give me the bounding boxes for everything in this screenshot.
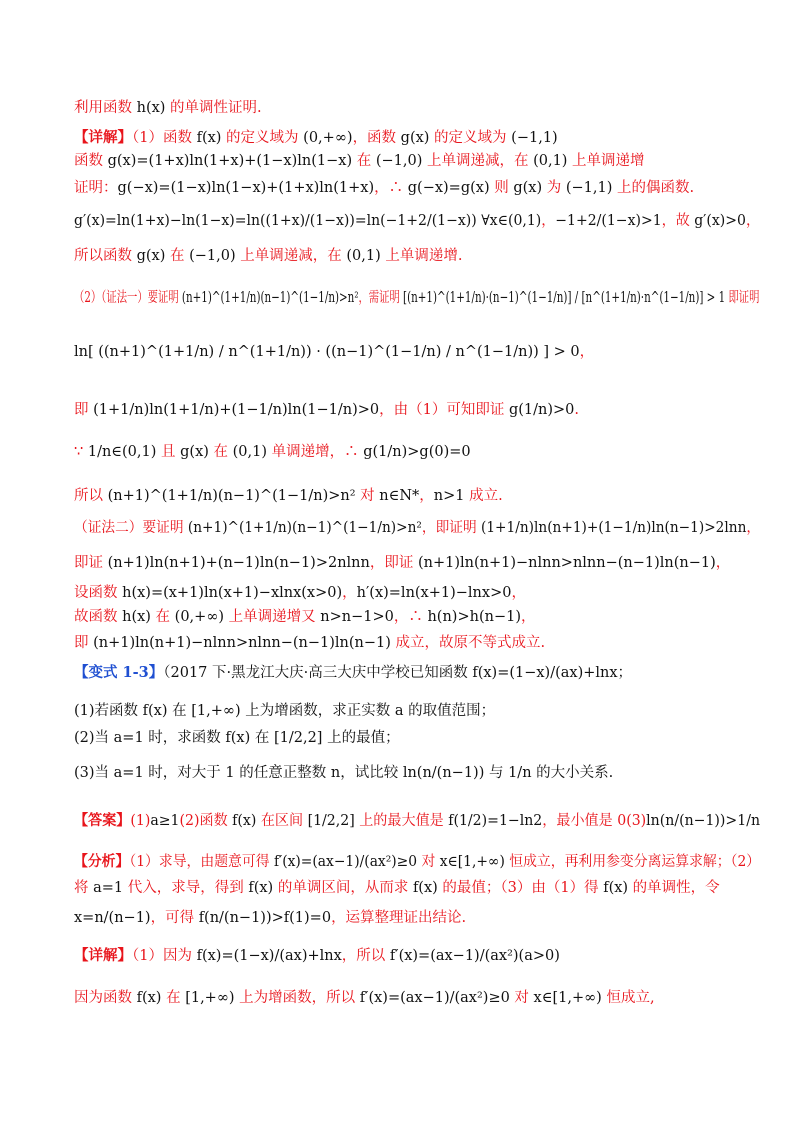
math-expression: (0,+∞) bbox=[174, 609, 225, 625]
math-expression: g(x) bbox=[513, 180, 543, 196]
math-expression: n>1 bbox=[433, 488, 465, 504]
text-segment: ，运算整理证出结论. bbox=[331, 910, 467, 926]
math-expression: (n+1)ln(n+1)−nlnn>nlnn−(n−1)ln(n−1) bbox=[93, 635, 391, 651]
math-expression: f(x) bbox=[136, 990, 162, 1006]
math-expression: g′(x)=ln(1+x)−ln(1−x)=ln((1+x)/(1−x))=ln(−1+2/(1−x)) ∀x∈(0,1) bbox=[74, 213, 542, 229]
text-segment: (1)若函数 bbox=[74, 703, 143, 719]
section-tag: 【详解】 bbox=[74, 129, 132, 146]
text-segment: 的定义域为 bbox=[429, 130, 512, 146]
math-expression: n∈N* bbox=[379, 488, 420, 504]
text-segment: ，故 bbox=[661, 213, 695, 229]
text-segment: 上单调递增又 bbox=[224, 609, 321, 625]
math-expression: [1/2,2] bbox=[273, 730, 323, 746]
text-segment: ，即证 bbox=[369, 555, 418, 571]
math-expression: n>n−1>0 bbox=[320, 609, 394, 625]
text-segment: ，试比较 bbox=[340, 765, 403, 781]
section-tag: 【详解】 bbox=[74, 947, 132, 964]
text-segment: ， bbox=[520, 609, 536, 625]
text-segment: 的单调区间，从而求 bbox=[273, 880, 413, 896]
math-expression: (0,1) bbox=[232, 444, 267, 460]
text-segment: 对 bbox=[509, 990, 534, 1006]
text-segment: 上为增函数，所以 bbox=[234, 990, 360, 1006]
math-expression: f′(x)=(ax−1)/(ax²)(a>0) bbox=[389, 948, 560, 964]
intro-line bbox=[74, 97, 760, 119]
math-expression: h(n)>h(n−1) bbox=[427, 609, 521, 625]
text-segment: 上为增函数，求正实数 bbox=[240, 703, 395, 719]
detail-2-line-2 bbox=[74, 987, 760, 1009]
text-segment: 利用函数 bbox=[74, 100, 137, 116]
section-tag: 【答案】 bbox=[74, 812, 131, 829]
text-segment: ∵ bbox=[74, 444, 88, 460]
text-segment: ， bbox=[511, 585, 526, 601]
text-segment: 的大小关系. bbox=[531, 765, 614, 781]
detail-1-line bbox=[74, 127, 760, 149]
text-segment: 的单调性证明. bbox=[165, 100, 262, 116]
math-expression: −1+2/(1−x)>1 bbox=[555, 213, 662, 229]
math-expression: f(x) bbox=[142, 703, 168, 719]
text-segment: ，∴ bbox=[374, 180, 408, 196]
text-segment: 成立. bbox=[464, 488, 503, 504]
answer-line bbox=[74, 810, 761, 832]
text-segment: (1) bbox=[130, 813, 151, 829]
text-segment: ，∴ bbox=[393, 609, 428, 625]
proof-method-2-conclusion-line bbox=[74, 632, 760, 654]
text-segment: ， bbox=[342, 585, 357, 601]
text-segment: 恒成立, bbox=[601, 990, 655, 1006]
text-segment: 的取值范围； bbox=[403, 703, 496, 719]
text-segment: 恒成立，再利用参变分离运算求解；（2） bbox=[504, 854, 761, 870]
math-expression: f(1/2)=1−ln2 bbox=[448, 813, 543, 829]
text-segment: 上的最大值是 bbox=[354, 813, 449, 829]
math-expression: f(x)=(1−x)/(ax)+lnx bbox=[472, 665, 618, 681]
math-expression: [1,+∞) bbox=[185, 990, 235, 1006]
text-segment: 上单调递增 bbox=[567, 153, 645, 169]
text-segment: (2)当 bbox=[74, 730, 114, 746]
math-expression: g(1/n)>0 bbox=[508, 402, 575, 418]
detail-2-line-1 bbox=[74, 945, 760, 967]
text-segment: 即证 bbox=[74, 555, 108, 571]
question-1-line bbox=[74, 700, 760, 722]
math-expression: f′(x)=(ax−1)/(ax²)≥0 bbox=[273, 854, 418, 870]
text-segment: （证法二）要证明 bbox=[74, 520, 188, 536]
math-expression: (−1,0) bbox=[189, 248, 236, 264]
text-segment: ； bbox=[617, 665, 633, 681]
math-expression: (n+1)ln(n+1)+(n−1)ln(n−1)>2nlnn bbox=[107, 555, 370, 571]
math-expression: h(x) bbox=[136, 100, 166, 116]
text-segment: ，可得 bbox=[150, 910, 199, 926]
text-segment: ， bbox=[579, 344, 595, 360]
text-segment: (3)当 bbox=[74, 765, 114, 781]
text-segment: 单调递增，∴ bbox=[267, 444, 364, 460]
math-expression: (−1,1) bbox=[565, 180, 613, 196]
math-expression: g′(x)>0 bbox=[694, 213, 746, 229]
text-segment: ， bbox=[745, 213, 760, 229]
text-segment: 对 bbox=[355, 488, 380, 504]
derivative-line bbox=[74, 210, 760, 232]
proof-2-log-line bbox=[74, 341, 760, 363]
proof-method-2-equiv-line bbox=[74, 552, 760, 574]
math-expression: f(x) bbox=[412, 880, 438, 896]
math-expression: (1+1/n)ln(n+1)+(1−1/n)ln(n−1)>2lnn bbox=[481, 520, 747, 536]
math-expression: (n+1)ln(n+1)−nlnn>nlnn−(n−1)ln(n−1) bbox=[417, 555, 716, 571]
math-expression: g(x) bbox=[136, 248, 166, 264]
text-segment: 上的偶函数. bbox=[612, 180, 695, 196]
math-expression: g(x)=(1+x)ln(1+x)+(1−x)ln(1−x) bbox=[107, 153, 353, 169]
text-segment: （2017 下·黑龙江大庆·高三大庆中学校已知函数 bbox=[163, 665, 473, 681]
math-expression: (n+1)^(1+1/n)(n−1)^(1−1/n)>n² bbox=[107, 488, 356, 504]
text-segment: 所以 bbox=[74, 488, 108, 504]
text-segment: （1）因为 bbox=[132, 948, 197, 964]
text-segment: 故函数 bbox=[74, 609, 123, 625]
math-expression: f(n/(n−1))>f(1)=0 bbox=[198, 910, 332, 926]
math-expression: (−1,1) bbox=[511, 130, 558, 146]
math-expression: ln[ ((n+1)^(1+1/n) / n^(1+1/n)) · ((n−1)^(1−1/n) / n^(1−1/n)) ] > 0 bbox=[74, 344, 580, 360]
text-segment: 且 bbox=[156, 444, 181, 460]
text-segment: 上单调递增. bbox=[380, 248, 463, 264]
math-expression: ln(n/(n−1)) bbox=[402, 765, 485, 781]
text-segment: 即 bbox=[74, 402, 94, 418]
text-segment: 的最值；（3）由（1）得 bbox=[437, 880, 604, 896]
analysis-line-3 bbox=[74, 907, 760, 929]
math-expression: [1,+∞) bbox=[191, 703, 241, 719]
text-segment: 在 bbox=[165, 248, 190, 264]
analysis-line-2 bbox=[74, 877, 760, 899]
math-expression: f′(x)=(ax−1)/(ax²)≥0 bbox=[359, 990, 510, 1006]
text-segment: 为 bbox=[542, 180, 566, 196]
proof-2-reduce-line bbox=[74, 399, 760, 421]
proof-2-because-line bbox=[74, 441, 760, 463]
math-expression: g(−x)=(1−x)ln(1−x)+(1+x)ln(1+x) bbox=[117, 180, 375, 196]
math-expression: n bbox=[330, 765, 341, 781]
text-segment: 在 bbox=[167, 703, 192, 719]
text-segment: 在 bbox=[161, 990, 186, 1006]
math-expression: f(x) bbox=[225, 730, 251, 746]
math-expression: h(x) bbox=[122, 609, 151, 625]
proof-method-2-line bbox=[74, 517, 761, 539]
text-segment: 在 bbox=[250, 730, 274, 746]
text-segment: ， bbox=[715, 555, 731, 571]
math-expression: (0,+∞) bbox=[303, 130, 353, 146]
math-expression: 1/n bbox=[508, 765, 532, 781]
text-segment: 上单调递减，在 bbox=[235, 248, 347, 264]
math-expression: (−1,0) bbox=[375, 153, 423, 169]
text-segment: 证明： bbox=[74, 180, 118, 196]
monotonic-claim-line bbox=[74, 150, 760, 172]
analysis-line-1 bbox=[74, 851, 761, 873]
text-segment: 所以函数 bbox=[74, 248, 137, 264]
text-segment: 即 bbox=[74, 635, 94, 651]
text-segment: 上单调递减，在 bbox=[422, 153, 534, 169]
text-segment: 与 bbox=[484, 765, 509, 781]
text-segment: （2）（证法一）要证明 bbox=[74, 290, 182, 306]
question-2-line bbox=[74, 727, 760, 749]
math-expression: (0,1) bbox=[533, 153, 568, 169]
math-expression: a=1 bbox=[113, 765, 144, 781]
text-segment: 函数 bbox=[74, 153, 108, 169]
math-expression: f(x)=(1−x)/(ax)+lnx bbox=[196, 948, 342, 964]
text-segment: 在 bbox=[352, 153, 376, 169]
math-expression: a=1 bbox=[93, 880, 124, 896]
text-segment: ，所以 bbox=[341, 948, 390, 964]
math-expression: g(x) bbox=[400, 130, 430, 146]
text-segment: 的单调性，令 bbox=[628, 880, 720, 896]
math-expression: h(x)=(x+1)ln(x+1)−xlnx(x>0) bbox=[122, 585, 343, 601]
math-expression: 1/n∈(0,1) bbox=[87, 444, 157, 460]
text-segment: . bbox=[574, 402, 580, 418]
text-segment: 因为函数 bbox=[74, 990, 137, 1006]
text-segment: ， bbox=[746, 520, 761, 536]
proof-method-2-monotone-line bbox=[74, 606, 760, 628]
text-segment: (2)函数 bbox=[179, 813, 233, 829]
section-tag: 【变式 1-3】 bbox=[74, 664, 164, 681]
math-expression: [1/2,2] bbox=[307, 813, 355, 829]
text-segment: ，需证明 bbox=[358, 290, 404, 306]
math-expression: f(x) bbox=[248, 880, 274, 896]
math-expression: [(n+1)^(1+1/n)·(n−1)^(1−1/n)] / [n^(1+1/n)·n^(1−1/n)] > 1 bbox=[403, 290, 726, 306]
text-segment: ，函数 bbox=[352, 130, 401, 146]
text-segment: 代入，求导，得到 bbox=[123, 880, 249, 896]
text-segment: 时，求函数 bbox=[143, 730, 226, 746]
text-segment: 上的最值； bbox=[322, 730, 400, 746]
math-expression: x∈[1,+∞) bbox=[533, 990, 602, 1006]
text-segment: 在 bbox=[208, 444, 233, 460]
text-segment: 设函数 bbox=[74, 585, 123, 601]
proof-2-conclusion-line bbox=[74, 485, 760, 507]
text-segment: 的定义域为 bbox=[221, 130, 304, 146]
math-expression: a bbox=[394, 703, 404, 719]
math-expression: (n+1)^(1+1/n)(n−1)^(1−1/n)>n² bbox=[187, 520, 422, 536]
math-expression: (0,1) bbox=[346, 248, 381, 264]
proof-2-goal-line bbox=[74, 287, 760, 309]
even-function-line bbox=[74, 177, 760, 199]
math-expression: f(x) bbox=[196, 130, 222, 146]
section-tag: 【分析】 bbox=[74, 853, 130, 870]
text-segment: 将 bbox=[74, 880, 94, 896]
text-segment: ， bbox=[541, 213, 556, 229]
proof-method-2-h-def-line bbox=[74, 582, 760, 604]
math-expression: f(x) bbox=[232, 813, 257, 829]
text-segment: ，即证明 bbox=[421, 520, 482, 536]
text-segment: （1）求导，由题意可得 bbox=[129, 854, 274, 870]
math-expression: g(−x)=g(x) bbox=[407, 180, 490, 196]
question-3-line bbox=[74, 762, 760, 784]
text-segment: ，由（1）可知即证 bbox=[379, 402, 509, 418]
math-expression: ln(n/(n−1))>1/n bbox=[646, 813, 761, 829]
math-expression: g(1/n)>g(0)=0 bbox=[363, 444, 471, 460]
math-expression: h′(x)=ln(x+1)−lnx>0 bbox=[356, 585, 512, 601]
text-segment: ，最小值是 0(3) bbox=[542, 813, 647, 829]
math-expression: f(x) bbox=[603, 880, 629, 896]
text-segment: 时，对大于 1 的任意正整数 bbox=[143, 765, 331, 781]
text-segment: 即证明 bbox=[725, 290, 760, 306]
text-segment: 在区间 bbox=[256, 813, 308, 829]
variant-1-3-title-line bbox=[74, 662, 760, 684]
text-segment: ， bbox=[419, 488, 434, 504]
math-expression: a=1 bbox=[113, 730, 144, 746]
conclusion-1-line bbox=[74, 245, 760, 267]
text-segment: 在 bbox=[150, 609, 175, 625]
math-expression: x∈[1,+∞) bbox=[439, 854, 505, 870]
text-segment: 对 bbox=[417, 854, 440, 870]
math-expression: g(x) bbox=[180, 444, 209, 460]
text-segment: 则 bbox=[489, 180, 514, 196]
math-expression: (1+1/n)ln(1+1/n)+(1−1/n)ln(1−1/n)>0 bbox=[93, 402, 380, 418]
math-expression: (n+1)^(1+1/n)(n−1)^(1−1/n)>n² bbox=[181, 290, 359, 306]
math-expression: a≥1 bbox=[150, 813, 180, 829]
text-segment: 成立，故原不等式成立. bbox=[390, 635, 546, 651]
text-segment: （1）函数 bbox=[132, 130, 197, 146]
math-expression: x=n/(n−1) bbox=[74, 910, 151, 926]
